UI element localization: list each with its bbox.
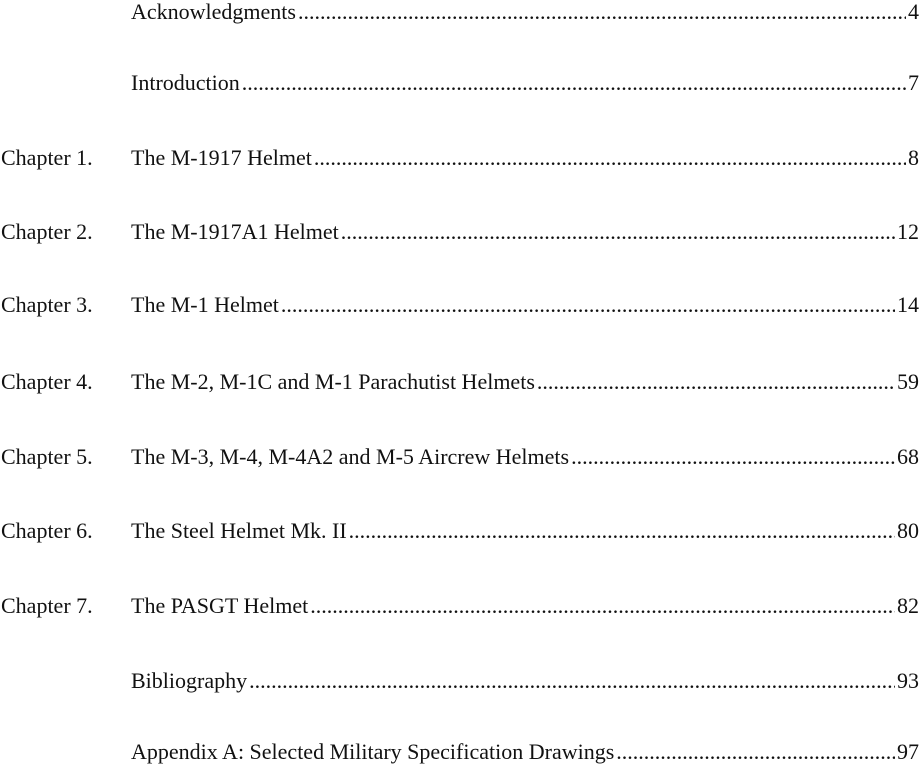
chapter-label: Chapter 6. bbox=[1, 518, 93, 543]
toc-entry-title: The M-2, M-1C and M-1 Parachutist Helmets bbox=[131, 369, 535, 394]
toc-page-number: 7 bbox=[908, 70, 919, 95]
toc-entry-chapter-5[interactable] bbox=[0, 442, 921, 472]
toc-entry-introduction[interactable] bbox=[0, 68, 921, 98]
dot-leader bbox=[616, 737, 895, 767]
toc-entry-main bbox=[131, 68, 919, 98]
toc-entry-chapter-3[interactable] bbox=[0, 290, 921, 320]
toc-entry-bibliography[interactable] bbox=[0, 666, 921, 696]
toc-entry-main bbox=[131, 666, 919, 696]
toc-entry-title: The M-3, M-4, M-4A2 and M-5 Aircrew Helmets bbox=[131, 444, 570, 469]
toc-page-number: 93 bbox=[897, 668, 919, 693]
dot-leader bbox=[281, 290, 895, 320]
dot-leader bbox=[571, 442, 895, 472]
toc-entry-appendix-a[interactable] bbox=[0, 737, 921, 767]
toc-entry-chapter-4[interactable] bbox=[0, 367, 921, 397]
toc-page-number: 14 bbox=[897, 292, 919, 317]
dot-leader bbox=[249, 666, 895, 696]
toc-page-number: 59 bbox=[897, 369, 919, 394]
chapter-label: Chapter 3. bbox=[1, 292, 93, 317]
toc-entry-main bbox=[131, 737, 919, 767]
toc-entry-chapter-2[interactable] bbox=[0, 217, 921, 247]
toc-entry-title: The Steel Helmet Mk. II bbox=[131, 518, 347, 543]
dot-leader bbox=[242, 68, 906, 98]
toc-page-number: 97 bbox=[897, 739, 919, 764]
chapter-label: Chapter 1. bbox=[1, 145, 93, 170]
toc-entry-main bbox=[131, 442, 919, 472]
toc-entry-chapter-6[interactable] bbox=[0, 516, 921, 546]
toc-page-number: 82 bbox=[897, 593, 919, 618]
chapter-label: Chapter 7. bbox=[1, 593, 93, 618]
toc-page-number: 4 bbox=[908, 0, 919, 24]
toc-entry-chapter-1[interactable] bbox=[0, 143, 921, 173]
chapter-label: Chapter 2. bbox=[1, 219, 93, 244]
toc-entry-main bbox=[131, 367, 919, 397]
toc-entry-title: Acknowledgments bbox=[131, 0, 296, 24]
toc-entry-title: Introduction bbox=[131, 70, 240, 95]
toc-page-number: 80 bbox=[897, 518, 919, 543]
dot-leader bbox=[310, 591, 895, 621]
toc-entry-chapter-7[interactable] bbox=[0, 591, 921, 621]
chapter-label: Chapter 5. bbox=[1, 444, 93, 469]
toc-entry-title: Bibliography bbox=[131, 668, 248, 693]
toc-entry-acknowledgments[interactable] bbox=[0, 0, 921, 27]
toc-page-number: 8 bbox=[908, 145, 919, 170]
chapter-label: Chapter 4. bbox=[1, 369, 93, 394]
dot-leader bbox=[314, 143, 906, 173]
toc-entry-main bbox=[131, 516, 919, 546]
toc-entry-main bbox=[131, 290, 919, 320]
toc-entry-main bbox=[131, 591, 919, 621]
dot-leader bbox=[341, 217, 895, 247]
dot-leader bbox=[298, 0, 906, 27]
toc-entry-main bbox=[131, 0, 919, 27]
toc-entry-title: Appendix A: Selected Military Specification Drawings bbox=[131, 739, 615, 764]
toc-page-number: 12 bbox=[897, 219, 919, 244]
toc-entry-main bbox=[131, 217, 919, 247]
dot-leader bbox=[537, 367, 895, 397]
toc-entry-title: The M-1917 Helmet bbox=[131, 145, 312, 170]
toc-entry-main bbox=[131, 143, 919, 173]
toc-page-number: 68 bbox=[897, 444, 919, 469]
dot-leader bbox=[349, 516, 895, 546]
toc-entry-title: The M-1917A1 Helmet bbox=[131, 219, 339, 244]
toc-entry-title: The PASGT Helmet bbox=[131, 593, 309, 618]
toc-entry-title: The M-1 Helmet bbox=[131, 292, 279, 317]
